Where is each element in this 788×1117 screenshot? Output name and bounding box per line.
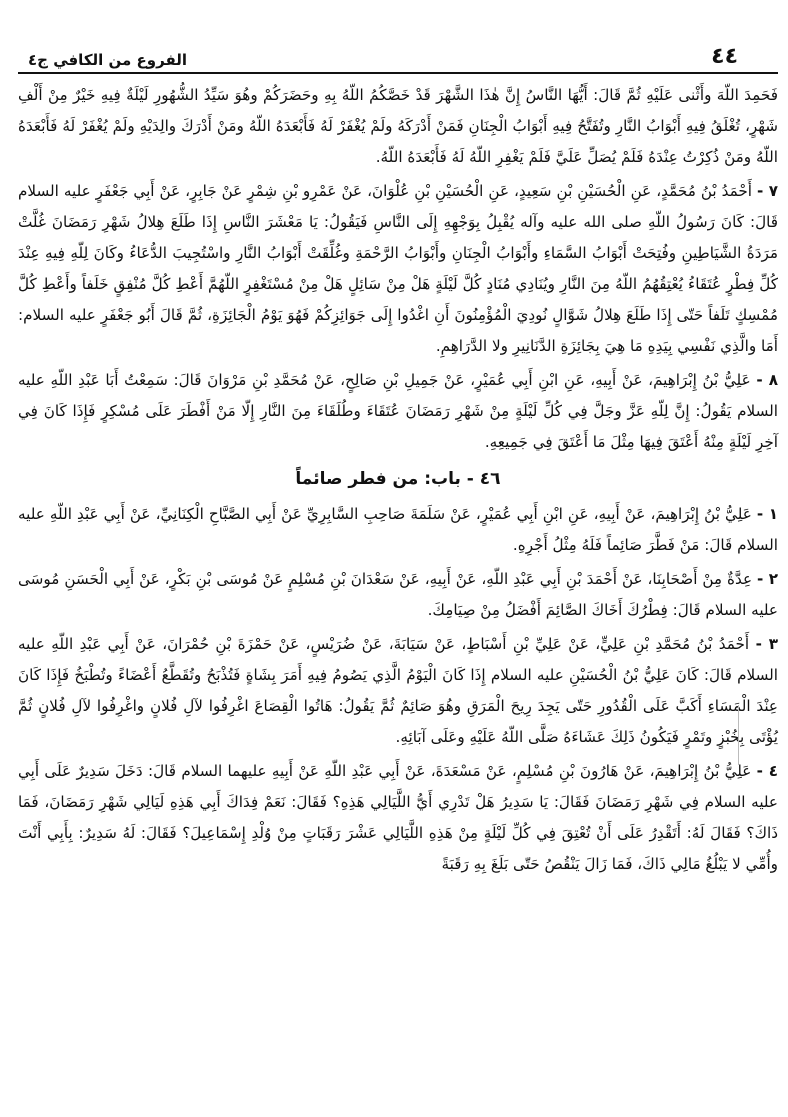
paragraph-text: فَحَمِدَ اللّهَ وأَثْنى عَلَيْهِ ثُمَّ قَالَ: أَيُّهَا النَّاسُ إِنَّ هٰذَا الشَّهْرَ قَدْ خَصَّكُمُ اللّهُ بِهِ وحَضَرَكُمْ وهُوَ سَيِّدُ الشُّهُورِ لَيْلَةٌ فِيهِ خَيْرٌ مِنْ أَلْفِ شَهْرٍ، تُغْلَقُ فِيهِ أَبْوَابُ النَّارِ وتُفَتَّحُ فِيهِ أَبْوَابُ الْجِنَانِ فَمَنْ أَدْرَكَهُ ولَمْ يُغْفَرْ لَهُ فَأَبْعَدَهُ اللّهُ ومَنْ أَدْرَكَ والِدَيْهِ ولَمْ يُغْفَرْ لَهُ فَأَبْعَدَهُ اللّهُ ومَنْ ذُكِرْتُ عِنْدَهُ فَلَمْ يُصَلِّ عَلَيَّ فَلَمْ يَغْفِرِ اللّهُ لَهُ فَأَبْعَدَهُ اللّهُ.	[18, 86, 778, 166]
hadith-text: أَحْمَدُ بْنُ مُحَمَّدٍ، عَنِ الْحُسَيْنِ بْنِ سَعِيدٍ، عَنِ الْحُسَيْنِ بْنِ عُلْوَانَ، عَنْ عَمْرِو بْنِ شِمْرٍ عَنْ جَابِرٍ، عَنْ أَبِي جَعْفَرٍ عليه السلام قَالَ: كَانَ رَسُولُ اللّهِ صلى الله عليه وآله يُقْبِلُ بِوَجْهِهِ إِلَى النَّاسِ فَيَقُولُ: يَا مَعْشَرَ النَّاسِ إِذَا طَلَعَ هِلالُ شَهْرِ رَمَضَانَ غُلَّتْ مَرَدَةُ الشَّيَاطِينِ وفُتِحَتْ أَبْوَابُ السَّمَاءِ وأَبْوَابُ الْجِنَانِ وأَبْوَابُ الرَّحْمَةِ وغُلِّقَتْ أَبْوَابُ النَّارِ واسْتُجِيبَ الدُّعَاءُ وكَانَ لِلّهِ فِيهِ عِنْدَ كُلِّ فِطْرٍ عُتَقَاءُ يُعْتِقُهُمُ اللّهُ مِنَ النَّارِ ويُنَادِي مُنَادٍ كُلَّ لَيْلَةٍ هَلْ مِنْ سَائِلٍ هَلْ مِنْ مُسْتَغْفِرٍ اللّهُمَّ أَعْطِ كُلَّ مُنْفِقٍ خَلَفاً وأَعْطِ كُلَّ مُمْسِكٍ تَلَفاً حَتّى إِذَا طَلَعَ هِلالُ شَوَّالٍ نُودِيَ الْمُؤْمِنُونَ أَنِ اغْدُوا إِلَى جَوَائِزِكُمْ فَهُوَ يَوْمُ الْجَائِزَةِ، ثُمَّ قَالَ أَبُو جَعْفَرٍ عليه السلام: أَمَا والَّذِي نَفْسِي بِيَدِهِ مَا هِيَ بِجَائِزَةِ الدَّنَانِيرِ ولا الدَّرَاهِمِ.	[18, 182, 778, 355]
hadith-number: ٨ -	[756, 371, 779, 389]
hadith-2	[18, 564, 778, 626]
hadith-4	[18, 756, 778, 880]
hadith-number: ١ -	[756, 505, 779, 523]
hadith-text: عِدَّةٌ مِنْ أَصْحَابِنَا، عَنْ أَحْمَدَ بْنِ أَبِي عَبْدِ اللّهِ، عَنْ أَبِيهِ، عَنْ سَعْدَانَ بْنِ مُسْلِمٍ عَنْ مُوسَى بْنِ بَكْرٍ، عَنْ أَبِي الْحَسَنِ مُوسَى عليه السلام قَالَ: فِطْرُكَ أَخَاكَ الصَّائِمَ أَفْضَلُ مِنْ صِيَامِكَ.	[18, 570, 778, 619]
hadith-text: عَلِيُّ بْنُ إِبْرَاهِيمَ، عَنْ أَبِيهِ، عَنِ ابْنِ أَبِي عُمَيْرٍ، عَنْ سَلَمَةَ صَاحِبِ السَّابِرِيِّ عَنْ أَبِي الصَّبَّاحِ الْكِنَانِيِّ، عَنْ أَبِي عَبْدِ اللّهِ عليه السلام قَالَ: مَنْ فَطَّرَ صَائِماً فَلَهُ مِثْلُ أَجْرِهِ.	[18, 505, 778, 554]
paragraph-continuation	[18, 80, 778, 173]
scan-margin-mark	[738, 705, 740, 765]
hadith-number: ٢ -	[757, 570, 779, 588]
page-number: ٤٤	[711, 44, 738, 69]
hadith-text: أَحْمَدُ بْنُ مُحَمَّدِ بْنِ عَلِيٍّ، عَنْ عَلِيِّ بْنِ أَسْبَاطٍ، عَنْ سَيَابَةَ، عَنْ ضُرَيْسٍ، عَنْ حَمْزَةَ بْنِ حُمْرَانَ، عَنْ أَبِي عَبْدِ اللّهِ عليه السلام قَالَ: كَانَ عَلِيُّ بْنُ الْحُسَيْنِ عليه السلام إِذَا كَانَ الْيَوْمُ الَّذِي يَصُومُ فِيهِ أَمَرَ بِشَاةٍ فَتُذْبَحُ وتُقَطَّعُ أَعْضَاءً وتُطْبَخُ فَإِذَا كَانَ عِنْدَ الْمَسَاءِ أَكَبَّ عَلَى الْقُدُورِ حَتّى يَجِدَ رِيحَ الْمَرَقِ وهُوَ صَائِمٌ ثُمَّ يَقُولُ: هَاتُوا الْقِصَاعَ اغْرِفُوا لآلِ فُلانٍ واغْرِفُوا لآلِ فُلانٍ ثُمَّ يُؤْتَى بِخُبْزٍ وتَمْرٍ فَيَكُونُ ذَلِكَ عَشَاءَهُ صَلَّى اللّهُ عَلَيْهِ وعَلَى آبَائِهِ.	[18, 635, 778, 746]
chapter-heading: ٤٦ - باب: من فطر صائماً	[295, 469, 501, 489]
hadith-number: ٤ -	[756, 762, 778, 780]
hadith-text: عَلِيُّ بْنُ إِبْرَاهِيمَ، عَنْ هَارُونَ بْنِ مُسْلِمٍ، عَنْ مَسْعَدَةَ، عَنْ أَبِي عَبْدِ اللّهِ عَنْ أَبِيهِ عليهما السلام قَالَ: دَخَلَ سَدِيرٌ عَلَى أَبِي عليه السلام فِي شَهْرِ رَمَضَانَ فَقَالَ: يَا سَدِيرُ هَلْ تَدْرِي أَيُّ اللَّيَالِي هَذِهِ؟ فَقَالَ: نَعَمْ فِدَاكَ أَبِي هَذِهِ لَيَالِي شَهْرِ رَمَضَانَ، فَمَا ذَاكَ؟ فَقَالَ لَهُ: أَتَقْدِرُ عَلَى أَنْ تُعْتِقَ فِي كُلِّ لَيْلَةٍ مِنْ هَذِهِ اللَّيَالِي عَشْرَ رَقَبَاتٍ مِنْ وُلْدِ إِسْمَاعِيلَ؟ فَقَالَ: لَهُ سَدِيرٌ: بِأَبِي أَنْتَ وأُمِّي لا يَبْلُغُ مَالِي ذَاكَ، فَمَا زَالَ يَنْقُصُ حَتّى بَلَغَ بِهِ رَقَبَةً	[18, 762, 778, 873]
hadith-number: ٣ -	[755, 635, 779, 653]
hadith-8	[18, 365, 778, 458]
page-header	[18, 40, 778, 74]
page-body	[18, 80, 778, 880]
hadith-number: ٧ -	[756, 182, 779, 200]
hadith-7	[18, 176, 778, 362]
hadith-text: عَلِيُّ بْنُ إِبْرَاهِيمَ، عَنْ أَبِيهِ، عَنِ ابْنِ أَبِي عُمَيْرٍ، عَنْ جَمِيلِ بْنِ صَالِحٍ، عَنْ مُحَمَّدِ بْنِ مَرْوَانَ قَالَ: سَمِعْتُ أَبَا عَبْدِ اللّهِ عليه السلام يَقُولُ: إِنَّ لِلّهِ عَزَّ وجَلَّ فِي كُلِّ لَيْلَةٍ مِنْ شَهْرِ رَمَضَانَ عُتَقَاءَ وطُلَقَاءَ مِنَ النَّارِ إِلّا مَنْ أَفْطَرَ عَلَى مُسْكِرٍ فَإِذَا كَانَ فِي آخِرِ لَيْلَةٍ مِنْهُ أَعْتَقَ فِيهَا مِثْلَ مَا أَعْتَقَ فِي جَمِيعِهِ.	[18, 371, 778, 451]
hadith-1	[18, 499, 778, 561]
hadith-3	[18, 629, 778, 753]
running-title: الفروع من الكافي ج٤	[28, 51, 188, 69]
